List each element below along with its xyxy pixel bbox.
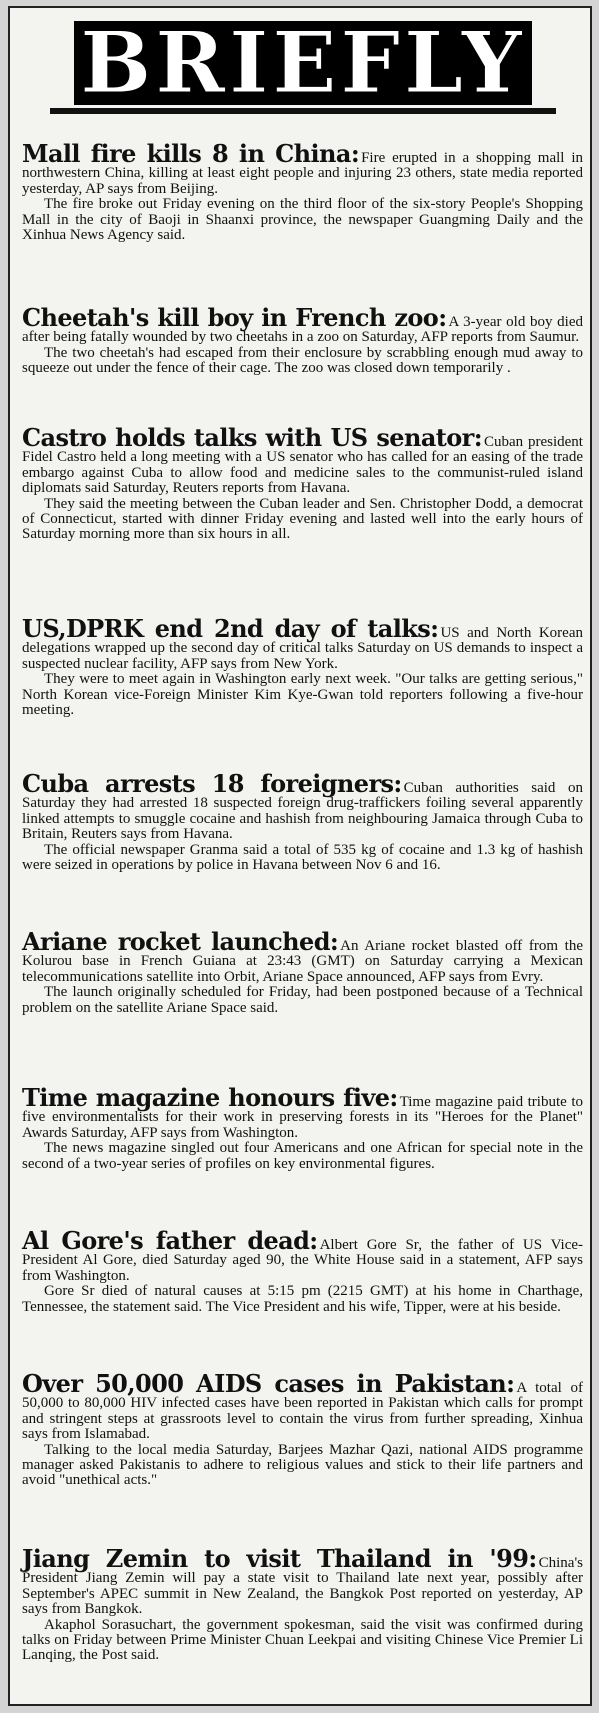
story-cuba-arrests: [22, 769, 583, 874]
story-headline: US,DPRK end 2nd day of talks:: [22, 614, 439, 643]
story-lead: [22, 927, 584, 985]
story-ariane: [22, 927, 584, 1016]
masthead-title: BRIEFLY: [74, 21, 531, 105]
story-cheetah: [22, 303, 583, 377]
story-lead-text: China's President Jiang Zemin will pay a state visit to Thailand late next year, possibly after September's APEC summit in New Zealand, the Bangkok Post reported on yesterday, AP says from Bangkok.: [22, 1555, 583, 1618]
story-body: They were to meet again in Washington early next week. "Our talks are getting serious," North Korean vice-Foreign Minister Kim Kye-Gwan told reporters following a five-hour meeting.: [22, 671, 583, 719]
story-lead-text: Cuban authorities said on Saturday they had arrested 18 suspected foreign drug-traffickers foiling several apparently linked attempts to smuggle cocaine and hashish from neighbouring Jamaica through Cuba to Britain, Reuters says from Havana.: [22, 780, 583, 843]
story-castro: [22, 423, 583, 543]
story-jiang-zemin: [22, 1544, 583, 1664]
story-body: The fire broke out Friday evening on the third floor of the six-story People's Shopping Mall in the city of Baoji in Shaanxi province, the newspaper Guangming Daily and the Xinhua News Agency said.: [22, 196, 583, 244]
story-body: The launch originally scheduled for Friday, had been postponed because of a Technical problem on the satellite Ariane Space said.: [22, 984, 583, 1016]
story-lead-text: Fire erupted in a shopping mall in northwestern China, killing at least eight people and injuring 23 others, state media reported yesterday, AP says from Beijing.: [22, 150, 583, 197]
story-lead: [22, 139, 583, 197]
story-lead-text: An Ariane rocket blasted off from the Kolurou base in French Guiana at 23:43 (GMT) on Saturday carrying a Mexican telecommunications satellite into Orbit, Ariane Space announced, AFP says from Evry.: [22, 938, 584, 985]
story-lead-text: Time magazine paid tribute to five environmentalists for their work in preserving forests in its "Heroes for the Planet" Awards Saturday, AFP says from Washington.: [22, 1094, 583, 1141]
story-lead-text: Cuban president Fidel Castro held a long meeting with a US senator who has called for an easing of the trade embargo against Cuba to allow food and medicine sales to the communist-ruled island diplomats said Saturday, Reuters reports from Havana.: [22, 434, 583, 497]
story-aids-pakistan: [22, 1369, 583, 1489]
story-headline: Time magazine honours five:: [22, 1083, 398, 1112]
story-headline: Al Gore's father dead:: [22, 1226, 318, 1255]
story-lead: [22, 769, 583, 843]
story-lead-text: A total of 50,000 to 80,000 HIV infected cases have been reported in Pakistan which calls for prompt and stringent steps at grassroots level to contain the virus from further spreading, Xinhua says from Islamabad.: [22, 1380, 583, 1443]
story-body: Gore Sr died of natural causes at 5:15 pm (2215 GMT) at his home in Charthage, Tennessee, the statement said. The Vice President and his wife, Tipper, were at his beside.: [22, 1283, 583, 1315]
story-lead-text: A 3-year old boy died after being fatally wounded by two cheetahs in a zoo on Saturday, AFP reports from Saumur.: [22, 314, 583, 346]
story-headline: Jiang Zemin to visit Thailand in '99:: [22, 1544, 537, 1573]
story-time-magazine: [22, 1083, 583, 1172]
story-body: They said the meeting between the Cuban leader and Sen. Christopher Dodd, a democrat of Connecticut, started with dinner Friday evening and lasted well into the early hours of Saturday morning more than six hours in all.: [22, 495, 583, 543]
story-headline: Castro holds talks with US senator:: [22, 423, 482, 452]
story-lead: [22, 303, 583, 346]
story-us-dprk: [22, 614, 583, 719]
story-body: The official newspaper Granma said a total of 535 kg of cocaine and 1.3 kg of hashish were seized in operations by police in Havana between Nov 6 and 16.: [22, 841, 583, 874]
story-lead: [22, 1369, 583, 1443]
story-lead: [22, 614, 583, 672]
story-lead-text: US and North Korean delegations wrapped up the second day of critical talks Saturday on US demands to inspect a suspected nuclear facility, AFP says from New York.: [22, 625, 583, 672]
story-headline: Cheetah's kill boy in French zoo:: [22, 303, 447, 332]
story-lead: [22, 423, 583, 497]
story-body: The two cheetah's had escaped from their enclosure by scrabbling enough mud away to squeeze out under the fence of their cage. The zoo was closed down temporarily .: [22, 344, 583, 377]
story-lead-text: Albert Gore Sr, the father of US Vice-President Al Gore, died Saturday aged 90, the White House said in a statement, AFP says from Washington.: [22, 1237, 584, 1284]
story-headline: Over 50,000 AIDS cases in Pakistan:: [22, 1369, 515, 1398]
story-body: Talking to the local media Saturday, Barjees Mazhar Qazi, national AIDS programme manager asked Pakistanis to adhere to religious values and stick to their life partners and avoid "unethical acts.": [22, 1441, 583, 1489]
story-lead: [22, 1083, 583, 1141]
story-headline: Mall fire kills 8 in China:: [22, 139, 360, 168]
story-mall-fire: [22, 139, 583, 244]
story-headline: Cuba arrests 18 foreigners:: [22, 769, 402, 798]
story-al-gore: [22, 1226, 584, 1315]
story-lead: [22, 1544, 583, 1618]
story-body: Akaphol Sorasuchart, the government spokesman, said the visit was confirmed during talks on Friday between Prime Minister Chuan Leekpai and visiting Chinese Vice Premier Li Lanqing, the Post said.: [22, 1616, 583, 1664]
story-lead: [22, 1226, 584, 1284]
story-headline: Ariane rocket launched:: [22, 927, 339, 956]
masthead: [50, 13, 556, 114]
story-body: The news magazine singled out four Americans and one African for special note in the second of a two-year series of profiles on key environmental figures.: [22, 1140, 583, 1172]
